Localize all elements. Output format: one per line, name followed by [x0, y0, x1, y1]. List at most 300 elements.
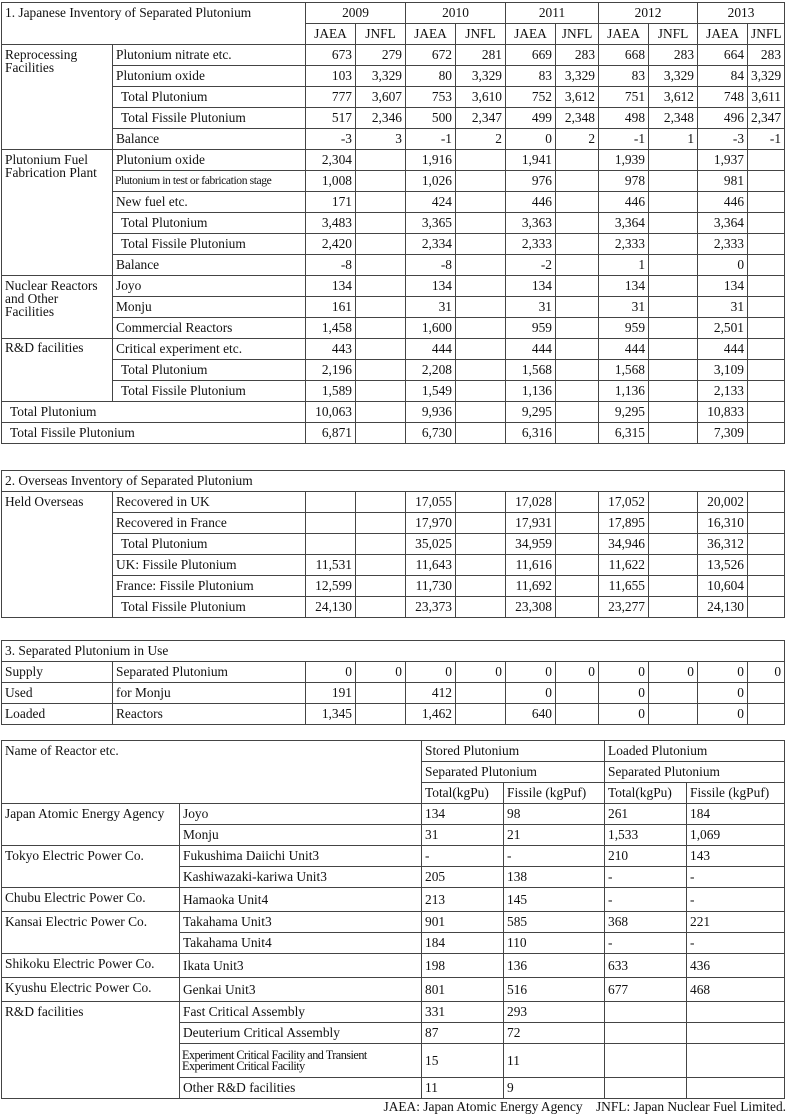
value-cell: 31: [422, 825, 504, 846]
value-cell: [456, 360, 506, 381]
value-cell: 1: [599, 255, 649, 276]
value-cell: 0: [599, 662, 649, 683]
owner-label: Shikoku Electric Power Co.: [2, 954, 180, 978]
table-row: [2, 318, 785, 339]
value-cell: [687, 1002, 785, 1023]
value-cell: 981: [698, 171, 748, 192]
table-row: [2, 597, 785, 618]
value-cell: 3,329: [556, 66, 599, 87]
value-cell: 83: [506, 66, 556, 87]
value-cell: 436: [687, 954, 785, 978]
reactor-name: Takahama Unit3: [180, 912, 422, 933]
value-cell: 20,002: [698, 492, 748, 513]
value-cell: 2,347: [748, 108, 785, 129]
value-cell: 0: [649, 662, 698, 683]
value-cell: [556, 534, 599, 555]
value-cell: -3: [306, 129, 356, 150]
value-cell: [456, 513, 506, 534]
value-cell: 72: [504, 1023, 605, 1044]
value-cell: 412: [406, 683, 456, 704]
value-cell: [356, 255, 406, 276]
value-cell: [605, 1023, 687, 1044]
value-cell: [556, 555, 599, 576]
value-cell: 1,549: [406, 381, 456, 402]
table-row: [2, 978, 785, 1002]
value-cell: 2,348: [649, 108, 698, 129]
value-cell: [556, 704, 599, 725]
jnfl-header: JNFL: [456, 24, 506, 45]
value-cell: 36,312: [698, 534, 748, 555]
row-label: Commercial Reactors: [113, 318, 306, 339]
value-cell: 2,133: [698, 381, 748, 402]
table-row: [2, 912, 785, 933]
value-cell: [605, 1044, 687, 1078]
value-cell: 0: [748, 662, 785, 683]
value-cell: 1,136: [506, 381, 556, 402]
value-cell: 368: [605, 912, 687, 933]
value-cell: [456, 492, 506, 513]
value-cell: 24,130: [306, 597, 356, 618]
value-cell: 444: [506, 339, 556, 360]
value-cell: 31: [506, 297, 556, 318]
value-cell: 498: [599, 108, 649, 129]
value-cell: 801: [422, 978, 504, 1002]
value-cell: 145: [504, 888, 605, 912]
value-cell: [456, 297, 506, 318]
value-cell: 3,329: [748, 66, 785, 87]
reactor-name: Fukushima Daiichi Unit3: [180, 846, 422, 867]
value-cell: 134: [698, 276, 748, 297]
value-cell: 3,329: [649, 66, 698, 87]
value-cell: 3: [356, 129, 406, 150]
grand-total-row: [2, 402, 785, 423]
title-row: [2, 641, 785, 662]
category-label: Supply: [2, 662, 113, 683]
value-cell: 283: [556, 45, 599, 66]
value-cell: 1: [649, 129, 698, 150]
value-cell: [306, 534, 356, 555]
row-label: Total Plutonium: [113, 87, 306, 108]
table-row: [2, 171, 785, 192]
value-cell: [748, 360, 785, 381]
value-cell: [556, 492, 599, 513]
value-cell: 134: [422, 804, 504, 825]
row-label: Balance: [113, 255, 306, 276]
year-header: 2013: [698, 3, 785, 24]
value-cell: 17,055: [406, 492, 456, 513]
row-label: Total Plutonium: [113, 213, 306, 234]
row-label: Total Fissile Plutonium: [113, 234, 306, 255]
value-cell: 3,329: [456, 66, 506, 87]
value-cell: 669: [506, 45, 556, 66]
value-cell: 210: [605, 846, 687, 867]
value-cell: 777: [306, 87, 356, 108]
loaded-header: Loaded Plutonium: [605, 741, 785, 762]
value-cell: 2,196: [306, 360, 356, 381]
owner-label: Japan Atomic Energy Agency: [2, 804, 180, 846]
row-label: UK: Fissile Plutonium: [113, 555, 306, 576]
value-cell: 1,069: [687, 825, 785, 846]
value-cell: 500: [406, 108, 456, 129]
table-row: [2, 45, 785, 66]
owner-label: Chubu Electric Power Co.: [2, 888, 180, 912]
table-row: [2, 492, 785, 513]
table-row: [2, 954, 785, 978]
jnfl-header: JNFL: [649, 24, 698, 45]
reactor-name: Ikata Unit3: [180, 954, 422, 978]
table-row: [2, 129, 785, 150]
value-cell: 752: [506, 87, 556, 108]
value-cell: 959: [599, 318, 649, 339]
value-cell: [748, 683, 785, 704]
value-cell: [356, 423, 406, 444]
reactor-name: Experiment Critical Facility and Transient Experiment Critical Facility: [180, 1044, 422, 1078]
abbreviation-footnote: JAEA: Japan Atomic Energy Agency JNFL: Japan Nuclear Fuel Limited.: [383, 1099, 786, 1114]
value-cell: 16,310: [698, 513, 748, 534]
value-cell: [456, 423, 506, 444]
value-cell: 138: [504, 867, 605, 888]
value-cell: 443: [306, 339, 356, 360]
value-cell: 17,895: [599, 513, 649, 534]
value-cell: 0: [698, 255, 748, 276]
value-cell: -: [422, 846, 504, 867]
value-cell: 1,937: [698, 150, 748, 171]
row-label: Recovered in France: [113, 513, 306, 534]
value-cell: 0: [599, 683, 649, 704]
value-cell: [356, 534, 406, 555]
value-cell: [556, 423, 599, 444]
value-cell: 9,295: [599, 402, 649, 423]
value-cell: 1,568: [506, 360, 556, 381]
value-cell: 1,941: [506, 150, 556, 171]
value-cell: [748, 234, 785, 255]
value-cell: 213: [422, 888, 504, 912]
section-title: 1. Japanese Inventory of Separated Plutonium: [2, 3, 306, 45]
value-cell: 3,607: [356, 87, 406, 108]
value-cell: 901: [422, 912, 504, 933]
value-cell: 11,655: [599, 576, 649, 597]
value-cell: 293: [504, 1002, 605, 1023]
value-cell: [356, 150, 406, 171]
value-cell: [605, 1078, 687, 1099]
value-cell: 11,616: [506, 555, 556, 576]
owner-label: R&D facilities: [2, 1002, 180, 1099]
value-cell: 2,333: [698, 234, 748, 255]
value-cell: 11,692: [506, 576, 556, 597]
value-cell: [356, 234, 406, 255]
value-cell: 1,458: [306, 318, 356, 339]
grand-total-label: Total Plutonium: [2, 402, 306, 423]
year-header: 2011: [506, 3, 599, 24]
value-cell: [556, 402, 599, 423]
value-cell: 1,533: [605, 825, 687, 846]
separated-header: Separated Plutonium: [605, 762, 785, 783]
value-cell: 84: [698, 66, 748, 87]
reactor-name: Fast Critical Assembly: [180, 1002, 422, 1023]
jaea-header: JAEA: [698, 24, 748, 45]
row-label: Plutonium in test or fabrication stage: [113, 171, 306, 192]
value-cell: 3,363: [506, 213, 556, 234]
value-cell: 34,959: [506, 534, 556, 555]
table-row: [2, 192, 785, 213]
value-cell: [456, 213, 506, 234]
value-cell: [556, 276, 599, 297]
value-cell: 11: [504, 1044, 605, 1078]
value-cell: 17,052: [599, 492, 649, 513]
jaea-header: JAEA: [599, 24, 649, 45]
table-row: [2, 381, 785, 402]
value-cell: 10,063: [306, 402, 356, 423]
value-cell: [456, 150, 506, 171]
row-label: Separated Plutonium: [113, 662, 306, 683]
row-label: Total Plutonium: [113, 360, 306, 381]
value-cell: [356, 683, 406, 704]
value-cell: [456, 234, 506, 255]
value-cell: 11: [422, 1078, 504, 1099]
table-row: [2, 360, 785, 381]
value-cell: 171: [306, 192, 356, 213]
value-cell: 0: [599, 704, 649, 725]
row-label: Reactors: [113, 704, 306, 725]
owner-label: Kyushu Electric Power Co.: [2, 978, 180, 1002]
value-cell: -: [605, 867, 687, 888]
value-cell: 3,612: [556, 87, 599, 108]
table-row: [2, 576, 785, 597]
value-cell: [556, 339, 599, 360]
row-label: Total Plutonium: [113, 534, 306, 555]
name-header: Name of Reactor etc.: [2, 741, 422, 804]
category-label: Loaded: [2, 704, 113, 725]
value-cell: 0: [456, 662, 506, 683]
row-label: Total Fissile Plutonium: [113, 597, 306, 618]
stored-header: Stored Plutonium: [422, 741, 605, 762]
value-cell: 1,008: [306, 171, 356, 192]
value-cell: 1,026: [406, 171, 456, 192]
value-cell: 80: [406, 66, 456, 87]
value-cell: 31: [406, 297, 456, 318]
value-cell: 9: [504, 1078, 605, 1099]
value-cell: [748, 423, 785, 444]
value-cell: 1,345: [306, 704, 356, 725]
table-row: [2, 846, 785, 867]
value-cell: 1,589: [306, 381, 356, 402]
table-row: [2, 662, 785, 683]
value-cell: 3,329: [356, 66, 406, 87]
group-label: Held Overseas: [2, 492, 113, 618]
value-cell: 668: [599, 45, 649, 66]
value-cell: [456, 381, 506, 402]
value-cell: 0: [698, 662, 748, 683]
value-cell: 221: [687, 912, 785, 933]
value-cell: [649, 576, 698, 597]
section-title: 3. Separated Plutonium in Use: [2, 641, 785, 662]
reactor-name: Takahama Unit4: [180, 933, 422, 954]
value-cell: 87: [422, 1023, 504, 1044]
value-cell: 7,309: [698, 423, 748, 444]
value-cell: [748, 704, 785, 725]
value-cell: -8: [406, 255, 456, 276]
value-cell: 640: [506, 704, 556, 725]
overseas-inventory-table: [1, 470, 785, 618]
value-cell: 83: [599, 66, 649, 87]
jaea-header: JAEA: [506, 24, 556, 45]
value-cell: [649, 513, 698, 534]
value-cell: 1,600: [406, 318, 456, 339]
value-cell: [556, 381, 599, 402]
table-row: [2, 255, 785, 276]
value-cell: 2,304: [306, 150, 356, 171]
title-row: [2, 471, 785, 492]
value-cell: -1: [748, 129, 785, 150]
value-cell: 0: [556, 662, 599, 683]
value-cell: 198: [422, 954, 504, 978]
reactor-name: Hamaoka Unit4: [180, 888, 422, 912]
value-cell: 2,208: [406, 360, 456, 381]
reactor-name: Kashiwazaki-kariwa Unit3: [180, 867, 422, 888]
value-cell: 6,316: [506, 423, 556, 444]
value-cell: [649, 255, 698, 276]
value-cell: 0: [506, 129, 556, 150]
row-label: Plutonium oxide: [113, 150, 306, 171]
value-cell: [356, 576, 406, 597]
value-cell: 24,130: [698, 597, 748, 618]
value-cell: 331: [422, 1002, 504, 1023]
value-cell: [748, 171, 785, 192]
value-cell: [556, 360, 599, 381]
value-cell: 748: [698, 87, 748, 108]
row-label: Balance: [113, 129, 306, 150]
value-cell: 1,462: [406, 704, 456, 725]
value-cell: 677: [605, 978, 687, 1002]
value-cell: 9,936: [406, 402, 456, 423]
value-cell: [748, 492, 785, 513]
value-cell: 673: [306, 45, 356, 66]
table-row: [2, 513, 785, 534]
reactor-name: Other R&D facilities: [180, 1078, 422, 1099]
value-cell: 516: [504, 978, 605, 1002]
value-cell: [649, 360, 698, 381]
value-cell: [649, 423, 698, 444]
value-cell: 6,315: [599, 423, 649, 444]
value-cell: 11,730: [406, 576, 456, 597]
value-cell: 3,483: [306, 213, 356, 234]
value-cell: [687, 1078, 785, 1099]
value-cell: 0: [698, 704, 748, 725]
value-cell: [649, 234, 698, 255]
value-cell: -: [687, 933, 785, 954]
value-cell: [556, 297, 599, 318]
value-cell: 191: [306, 683, 356, 704]
value-cell: 31: [698, 297, 748, 318]
value-cell: -3: [698, 129, 748, 150]
value-cell: 2: [556, 129, 599, 150]
value-cell: 3,364: [599, 213, 649, 234]
value-cell: 2,334: [406, 234, 456, 255]
value-cell: 2,333: [506, 234, 556, 255]
reactor-plutonium-table: [1, 740, 785, 1099]
value-cell: [748, 150, 785, 171]
row-label: Plutonium nitrate etc.: [113, 45, 306, 66]
value-cell: [456, 276, 506, 297]
value-cell: [649, 555, 698, 576]
row-label: Joyo: [113, 276, 306, 297]
value-cell: 6,871: [306, 423, 356, 444]
table-row: [2, 234, 785, 255]
title-row: [2, 3, 785, 24]
table-row: [2, 150, 785, 171]
value-cell: [748, 339, 785, 360]
value-cell: 10,604: [698, 576, 748, 597]
value-cell: 110: [504, 933, 605, 954]
value-cell: [456, 576, 506, 597]
value-cell: 978: [599, 171, 649, 192]
value-cell: [456, 683, 506, 704]
value-cell: 1,916: [406, 150, 456, 171]
value-cell: [456, 402, 506, 423]
category-label: Used: [2, 683, 113, 704]
value-cell: [556, 150, 599, 171]
table-row: [2, 683, 785, 704]
value-cell: 3,364: [698, 213, 748, 234]
table-row: [2, 534, 785, 555]
table-row: [2, 108, 785, 129]
value-cell: 103: [306, 66, 356, 87]
table-row: [2, 87, 785, 108]
row-label: Total Fissile Plutonium: [113, 108, 306, 129]
row-label: Monju: [113, 297, 306, 318]
value-cell: 134: [306, 276, 356, 297]
value-cell: [649, 318, 698, 339]
value-cell: 517: [306, 108, 356, 129]
value-cell: [556, 318, 599, 339]
value-cell: 283: [649, 45, 698, 66]
value-cell: [748, 192, 785, 213]
fissile-header: Fissile (kgPuf): [687, 783, 785, 804]
value-cell: [306, 492, 356, 513]
value-cell: 23,308: [506, 597, 556, 618]
value-cell: 13,526: [698, 555, 748, 576]
japanese-inventory-table: [1, 2, 785, 444]
value-cell: [306, 513, 356, 534]
table-row: [2, 66, 785, 87]
value-cell: 23,277: [599, 597, 649, 618]
value-cell: 98: [504, 804, 605, 825]
value-cell: 17,931: [506, 513, 556, 534]
value-cell: [748, 534, 785, 555]
value-cell: -: [605, 888, 687, 912]
value-cell: [649, 381, 698, 402]
value-cell: [748, 597, 785, 618]
jaea-header: JAEA: [406, 24, 456, 45]
value-cell: [649, 704, 698, 725]
value-cell: 35,025: [406, 534, 456, 555]
value-cell: [748, 318, 785, 339]
group-label: Reprocessing Facilities: [2, 45, 113, 150]
value-cell: 2,501: [698, 318, 748, 339]
value-cell: 34,946: [599, 534, 649, 555]
value-cell: 444: [698, 339, 748, 360]
group-label: Plutonium Fuel Fabrication Plant: [2, 150, 113, 276]
value-cell: [456, 704, 506, 725]
value-cell: 585: [504, 912, 605, 933]
value-cell: 161: [306, 297, 356, 318]
value-cell: [556, 171, 599, 192]
value-cell: 664: [698, 45, 748, 66]
value-cell: [649, 150, 698, 171]
value-cell: [649, 402, 698, 423]
row-label: Recovered in UK: [113, 492, 306, 513]
value-cell: 11,643: [406, 555, 456, 576]
